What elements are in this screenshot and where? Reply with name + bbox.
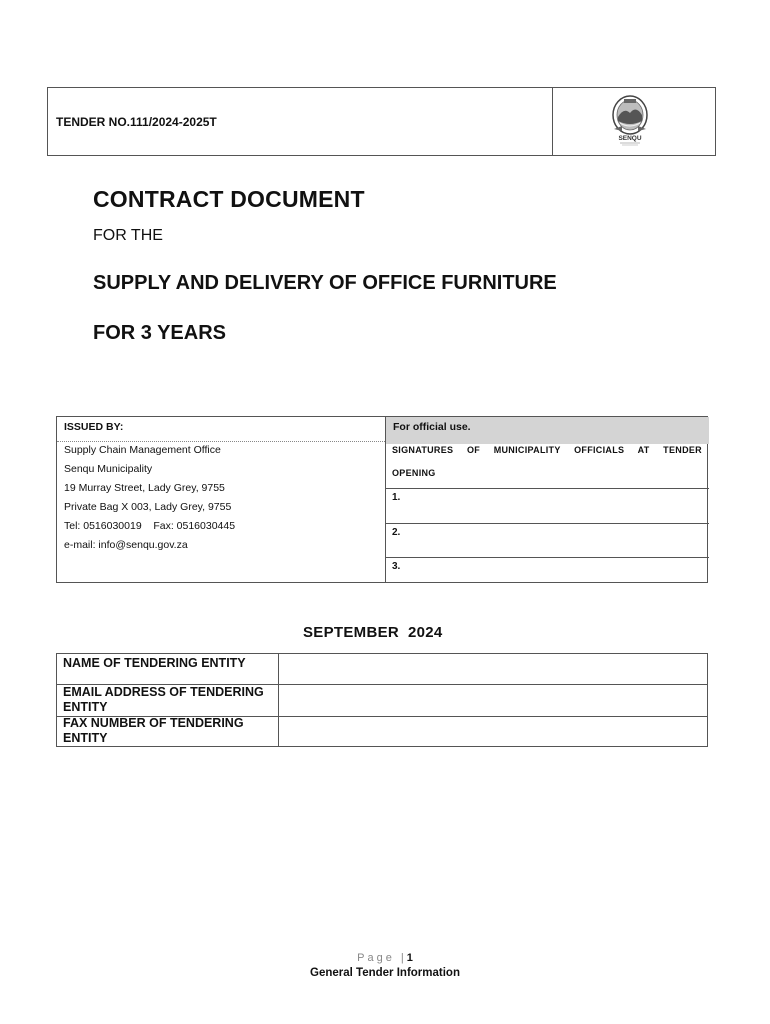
entity-fax-label: FAX NUMBER OF TENDERING ENTITY [63,716,244,745]
entity-fax-field[interactable] [279,717,707,746]
signature-slot-number: 2. [392,527,401,538]
address-line: Supply Chain Management Office [64,444,221,456]
page-indicator: Page |1 [357,952,413,964]
address-line: 19 Murray Street, Lady Grey, 9755 [64,482,225,494]
tender-number: TENDER NO.111/2024-2025T [56,115,217,129]
title-connector: FOR THE [93,227,163,244]
email-line: e-mail: info@senqu.gov.za [64,539,188,551]
signature-slot[interactable] [386,523,709,557]
municipality-logo [608,93,652,149]
signatures-heading-continued: OPENING [392,468,436,478]
footer-section-title: General Tender Information [310,967,460,979]
official-use-header [385,417,709,444]
document-date: SEPTEMBER 2024 [303,624,443,641]
header-divider [552,88,553,155]
issued-by-label: ISSUED BY: [64,421,124,433]
page-number: 1 [406,952,413,964]
entity-email-label: EMAIL ADDRESS OF TENDERING ENTITY [63,685,264,714]
entity-name-field[interactable] [279,654,707,684]
address-line: Senqu Municipality [64,463,153,475]
address-line: Private Bag X 003, Lady Grey, 9755 [64,501,232,513]
signatures-heading: SIGNATURES OF MUNICIPALITY OFFICIALS AT TENDER [392,445,702,455]
signature-slot[interactable] [386,557,709,583]
signature-slot-number: 1. [392,492,401,503]
contract-duration: FOR 3 YEARS [93,322,226,344]
signature-slot[interactable] [386,488,709,523]
contract-subject: SUPPLY AND DELIVERY OF OFFICE FURNITURE [93,272,557,294]
entity-email-field[interactable] [279,685,707,716]
issued-by-table [56,416,708,583]
document-title: CONTRACT DOCUMENT [93,186,365,212]
logo-text: SENQU [618,135,642,142]
entity-name-label: NAME OF TENDERING ENTITY [63,656,246,670]
official-use-label: For official use. [393,421,471,433]
header-box [47,87,716,156]
senqu-crest-icon [608,93,652,149]
page-word: Page [357,952,395,964]
tendering-entity-table [56,653,708,747]
issued-by-header [57,417,385,442]
signature-slot-number: 3. [392,561,401,572]
address-line: Tel: 0516030019 Fax: 0516030445 [64,520,236,532]
